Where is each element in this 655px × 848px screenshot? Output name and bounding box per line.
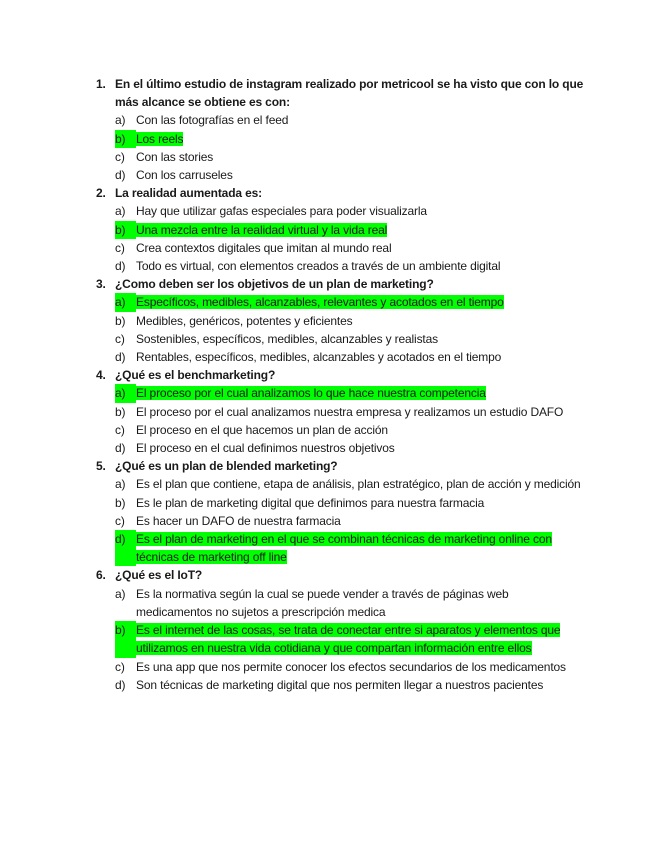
option-letter: b) — [115, 495, 126, 510]
answer-option-correct — [115, 293, 586, 311]
answer-option — [115, 585, 586, 621]
option-text: Hay que utilizar gafas especiales para poder visualizarla — [136, 204, 427, 219]
question-text: La realidad aumentada es: — [115, 186, 262, 201]
question-text: ¿Qué es un plan de blended marketing? — [115, 459, 338, 474]
option-text: Son técnicas de marketing digital que nos permiten llegar a nuestros pacientes — [136, 677, 544, 692]
option-text-wrap — [136, 384, 586, 402]
answer-option — [115, 475, 586, 493]
option-letter: b) — [115, 404, 126, 419]
option-letter: c) — [115, 422, 125, 437]
option-letter: a) — [115, 204, 126, 219]
option-text-wrap — [136, 239, 586, 257]
option-letter: d) — [115, 530, 136, 566]
answer-option-correct — [115, 621, 586, 657]
option-text-wrap — [136, 130, 586, 148]
option-text: El proceso por el cual analizamos nuestra empresa y realizamos un estudio DAFO — [136, 404, 564, 419]
option-list — [96, 585, 586, 694]
option-letter: d) — [115, 168, 126, 183]
answer-option-correct — [115, 221, 586, 239]
question-heading — [96, 184, 586, 202]
question-text: ¿Qué es el benchmarketing? — [115, 368, 276, 383]
question-heading — [96, 457, 586, 475]
question-5 — [96, 457, 586, 566]
question-4 — [96, 366, 586, 457]
answer-option — [115, 202, 586, 220]
question-text: En el último estudio de instagram realizado por metricool se ha visto que con lo que más alcance se obtiene es con: — [115, 77, 584, 110]
option-text-wrap — [136, 494, 586, 512]
option-text-wrap — [136, 585, 586, 621]
question-text: ¿Qué es el IoT? — [115, 568, 203, 583]
option-text: Es le plan de marketing digital que definimos para nuestra farmacia — [136, 495, 485, 510]
highlighted-option-text: Es el plan de marketing en el que se combinan técnicas de marketing online con técnicas de marketing off line — [136, 532, 552, 565]
option-text: Con los carruseles — [136, 168, 233, 183]
option-text-wrap — [136, 330, 586, 348]
question-heading — [96, 566, 586, 584]
option-text-wrap — [136, 111, 586, 129]
option-text: Es el plan que contiene, etapa de análisis, plan estratégico, plan de acción y medición — [136, 477, 581, 492]
answer-option — [115, 166, 586, 184]
option-text-wrap — [136, 676, 586, 694]
option-letter: b) — [115, 130, 136, 148]
question-3 — [96, 275, 586, 366]
answer-option — [115, 512, 586, 530]
answer-option — [115, 658, 586, 676]
option-list — [96, 293, 586, 366]
answer-option — [115, 312, 586, 330]
question-text: ¿Como deben ser los objetivos de un plan de marketing? — [115, 277, 434, 292]
option-text-wrap — [136, 475, 586, 493]
option-text-wrap — [136, 439, 586, 457]
option-text-wrap — [136, 293, 586, 311]
question-number: 2. — [96, 186, 106, 201]
option-text-wrap — [136, 658, 586, 676]
question-heading — [96, 275, 586, 293]
question-number: 5. — [96, 459, 106, 474]
answer-option — [115, 421, 586, 439]
option-letter: c) — [115, 149, 125, 164]
option-text: Con las fotografías en el feed — [136, 113, 289, 128]
option-text-wrap — [136, 202, 586, 220]
option-letter: c) — [115, 659, 125, 674]
answer-option — [115, 111, 586, 129]
question-list — [96, 75, 586, 694]
option-text-wrap — [136, 403, 586, 421]
option-text: Con las stories — [136, 149, 214, 164]
option-text: Es hacer un DAFO de nuestra farmacia — [136, 513, 341, 528]
option-letter: d) — [115, 350, 126, 365]
option-text: El proceso en el que hacemos un plan de acción — [136, 422, 388, 437]
option-text-wrap — [136, 348, 586, 366]
option-text-wrap — [136, 421, 586, 439]
option-text: Medibles, genéricos, potentes y eficientes — [136, 313, 353, 328]
answer-option — [115, 676, 586, 694]
answer-option — [115, 257, 586, 275]
answer-option — [115, 348, 586, 366]
option-list — [96, 475, 586, 566]
highlighted-option-text: Los reels — [136, 131, 184, 146]
question-number: 4. — [96, 368, 106, 383]
option-letter: c) — [115, 240, 125, 255]
option-letter: b) — [115, 621, 136, 657]
answer-option — [115, 330, 586, 348]
highlighted-option-text: El proceso por el cual analizamos lo que hace nuestra competencia — [136, 386, 486, 401]
highlighted-option-text: Es el internet de las cosas, se trata de conectar entre si aparatos y elementos que utilizamos en nuestra vida cotidiana y que compartan información entre ellos — [136, 623, 561, 656]
option-text-wrap — [136, 148, 586, 166]
option-text-wrap — [136, 166, 586, 184]
question-number: 3. — [96, 277, 106, 292]
option-list — [96, 384, 586, 457]
option-letter: a) — [115, 477, 126, 492]
option-text: Crea contextos digitales que imitan al mundo real — [136, 240, 392, 255]
answer-option — [115, 439, 586, 457]
option-text-wrap — [136, 221, 586, 239]
highlighted-option-text: Una mezcla entre la realidad virtual y la vida real — [136, 222, 388, 237]
option-letter: c) — [115, 331, 125, 346]
option-text-wrap — [136, 512, 586, 530]
option-letter: c) — [115, 513, 125, 528]
answer-option — [115, 494, 586, 512]
question-1 — [96, 75, 586, 184]
option-text: Es una app que nos permite conocer los efectos secundarios de los medicamentos — [136, 659, 566, 674]
answer-option-correct — [115, 530, 586, 566]
option-list — [96, 202, 586, 275]
answer-option-correct — [115, 130, 586, 148]
option-text-wrap — [136, 530, 586, 566]
question-number: 1. — [96, 77, 106, 91]
option-text-wrap — [136, 257, 586, 275]
option-letter: a) — [115, 113, 126, 128]
question-6 — [96, 566, 586, 693]
answer-option — [115, 239, 586, 257]
option-text: Rentables, específicos, medibles, alcanzables y acotados en el tiempo — [136, 350, 502, 365]
option-letter: a) — [115, 586, 126, 601]
option-letter: d) — [115, 677, 126, 692]
option-letter: b) — [115, 221, 136, 239]
question-number: 6. — [96, 568, 106, 583]
option-letter: a) — [115, 293, 136, 311]
question-heading — [96, 366, 586, 384]
answer-option-correct — [115, 384, 586, 402]
option-text-wrap — [136, 312, 586, 330]
option-text: Todo es virtual, con elementos creados a través de un ambiente digital — [136, 259, 501, 274]
option-list — [96, 111, 586, 184]
answer-option — [115, 148, 586, 166]
option-text: El proceso en el cual definimos nuestros objetivos — [136, 441, 395, 456]
option-text-wrap — [136, 621, 586, 657]
question-2 — [96, 184, 586, 275]
question-heading — [96, 75, 586, 111]
highlighted-option-text: Específicos, medibles, alcanzables, relevantes y acotados en el tiempo — [136, 295, 504, 310]
option-letter: d) — [115, 259, 126, 274]
option-text: Sostenibles, específicos, medibles, alcanzables y realistas — [136, 331, 438, 346]
option-letter: d) — [115, 441, 126, 456]
answer-option — [115, 403, 586, 421]
option-letter: b) — [115, 313, 126, 328]
option-text: Es la normativa según la cual se puede vender a través de páginas web medicamentos no sujetos a prescripción medica — [136, 586, 509, 619]
option-letter: a) — [115, 384, 136, 402]
